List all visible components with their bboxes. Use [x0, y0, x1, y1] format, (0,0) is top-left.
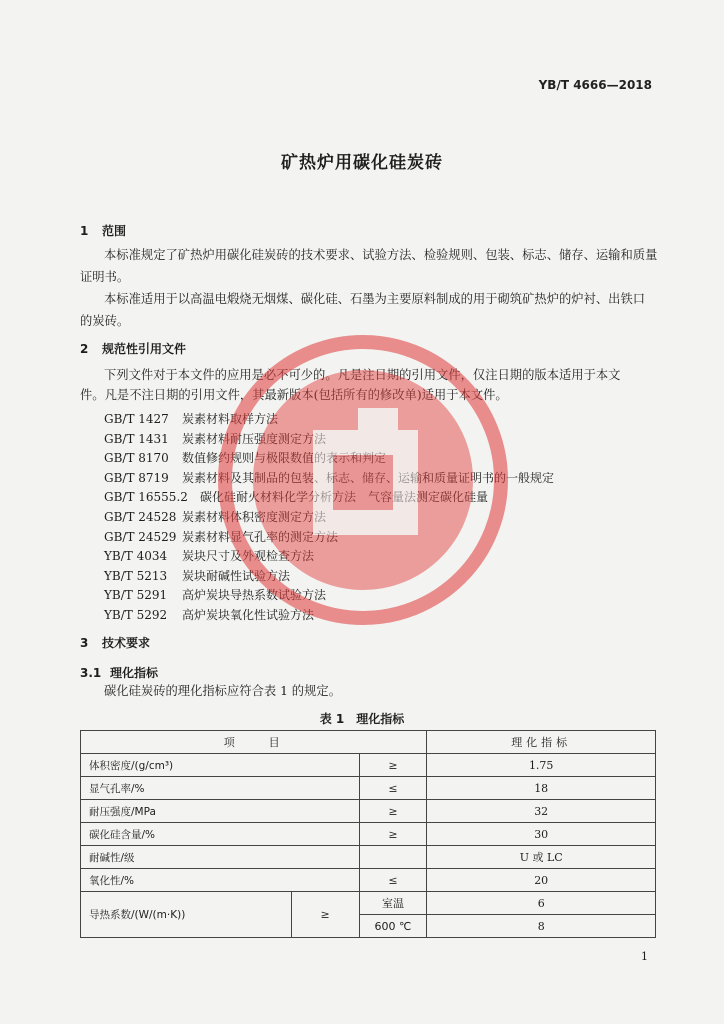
page-number: 1 — [641, 950, 648, 963]
reference-code: GB/T 1431 — [104, 431, 169, 446]
property-value: 32 — [427, 800, 656, 823]
table-header-row — [81, 731, 656, 754]
table-row — [81, 823, 656, 846]
table-caption: 表 1 理化指标 — [319, 712, 405, 726]
section-title: 规范性引用文件 — [102, 342, 187, 356]
reference-item — [104, 469, 554, 486]
reference-item — [104, 410, 278, 427]
reference-title: 高炉炭块氧化性试验方法 — [182, 608, 315, 622]
header-value: 理化指标 — [427, 731, 656, 754]
property-operator: ≥ — [359, 754, 427, 777]
property-value: 20 — [427, 869, 656, 892]
properties-table — [80, 730, 656, 938]
reference-title: 炭素材料显气孔率的测定方法 — [182, 529, 339, 544]
reference-code: YB/T 5291 — [104, 588, 168, 603]
reference-title: 炭素材料取样方法 — [182, 412, 279, 426]
reference-item — [104, 508, 326, 525]
scope-paragraph-1-line-1: 本标准规定了矿热炉用碳化硅炭砖的技术要求、试验方法、检验规则、包装、标志、储存、运输和质量 — [104, 248, 658, 262]
standard-code: YB/T 4666—2018 — [538, 78, 652, 92]
reference-intro-line-1: 下列文件对于本文件的应用是必不可少的。凡是注日期的引用文件，仅注日期的版本适用于本文 — [104, 368, 621, 382]
reference-item — [104, 488, 488, 505]
scope-paragraph-1-line-2: 证明书。 — [80, 270, 130, 284]
hot-temp-label: 600 ℃ — [359, 915, 427, 938]
section-1-heading — [80, 222, 126, 239]
document-title: 矿热炉用碳化硅炭砖 — [281, 153, 443, 173]
table-row — [81, 800, 656, 823]
property-value: 30 — [427, 823, 656, 846]
reference-item — [104, 586, 326, 603]
section-number: 3.1 — [80, 666, 102, 680]
reference-title: 炭块耐碱性试验方法 — [182, 568, 291, 583]
reference-item — [104, 567, 290, 584]
property-name: 耐压强度/MPa — [81, 800, 360, 823]
table-row — [81, 892, 656, 915]
requirement-intro: 碳化硅炭砖的理化指标应符合表 1 的规定。 — [104, 684, 341, 698]
section-3-heading — [80, 634, 150, 651]
reference-title: 炭素材料体积密度测定方法 — [182, 510, 327, 524]
property-name: 氧化性/% — [81, 869, 360, 892]
room-temp-label: 室温 — [359, 892, 427, 915]
section-title: 理化指标 — [110, 666, 159, 680]
reference-item — [104, 430, 326, 447]
property-operator: ≥ — [359, 823, 427, 846]
reference-code: GB/T 16555.2 — [104, 490, 188, 505]
table-row — [81, 869, 656, 892]
property-operator — [359, 846, 427, 869]
section-number: 3 — [80, 636, 89, 650]
table-body — [81, 754, 656, 892]
reference-code: GB/T 24528 — [104, 510, 177, 524]
property-operator: ≤ — [359, 869, 427, 892]
property-name: 体积密度/(g/cm³) — [81, 754, 360, 777]
reference-code: YB/T 4034 — [104, 549, 168, 564]
header-item: 项 目 — [81, 731, 427, 754]
scope-paragraph-2-line-2: 的炭砖。 — [80, 314, 130, 328]
reference-title: 炭块尺寸及外观检查方法 — [182, 549, 315, 564]
reference-code: GB/T 8170 — [104, 451, 169, 466]
property-value: 1.75 — [427, 754, 656, 777]
reference-title: 炭素材料耐压强度测定方法 — [182, 431, 327, 446]
reference-title: 高炉炭块导热系数试验方法 — [182, 588, 327, 603]
property-name: 显气孔率/% — [81, 777, 360, 800]
reference-title: 碳化硅耐火材料化学分析方法 气容量法测定碳化硅量 — [200, 490, 489, 505]
reference-item — [104, 528, 338, 545]
property-value: 18 — [427, 777, 656, 800]
table-row — [81, 846, 656, 869]
property-operator: ≥ — [359, 800, 427, 823]
section-title: 技术要求 — [102, 636, 151, 650]
reference-code: YB/T 5292 — [104, 608, 168, 622]
reference-title: 数值修约规则与极限数值的表示和判定 — [182, 451, 387, 466]
section-number: 2 — [80, 342, 89, 356]
scope-paragraph-2-line-1: 本标准适用于以高温电煅烧无烟煤、碳化硅、石墨为主要原料制成的用于砌筑矿热炉的炉衬、出铁口 — [104, 292, 646, 306]
reference-code: YB/T 5213 — [104, 568, 168, 583]
table-row — [81, 754, 656, 777]
section-2-heading — [80, 340, 186, 357]
property-name: 碳化硅含量/% — [81, 823, 360, 846]
reference-item — [104, 547, 314, 564]
reference-item — [104, 449, 386, 466]
reference-code: GB/T 8719 — [104, 470, 169, 485]
section-3-1-heading — [80, 664, 158, 681]
thermal-op: ≥ — [291, 892, 359, 938]
reference-item — [104, 606, 314, 623]
hot-temp-value: 8 — [427, 915, 656, 938]
reference-intro-line-2: 件。凡是不注日期的引用文件，其最新版本(包括所有的修改单)适用于本文件。 — [80, 388, 508, 402]
section-number: 1 — [80, 224, 89, 238]
property-name: 耐碱性/级 — [81, 846, 360, 869]
room-temp-value: 6 — [427, 892, 656, 915]
property-value: U 或 LC — [427, 846, 656, 869]
property-operator: ≤ — [359, 777, 427, 800]
reference-title: 炭素材料及其制品的包装、标志、储存、运输和质量证明书的一般规定 — [182, 470, 555, 485]
reference-code: GB/T 24529 — [104, 529, 177, 544]
section-title: 范围 — [102, 224, 127, 238]
reference-code: GB/T 1427 — [104, 412, 169, 426]
table-row — [81, 777, 656, 800]
thermal-name: 导热系数/(W/(m·K)) — [81, 892, 292, 938]
